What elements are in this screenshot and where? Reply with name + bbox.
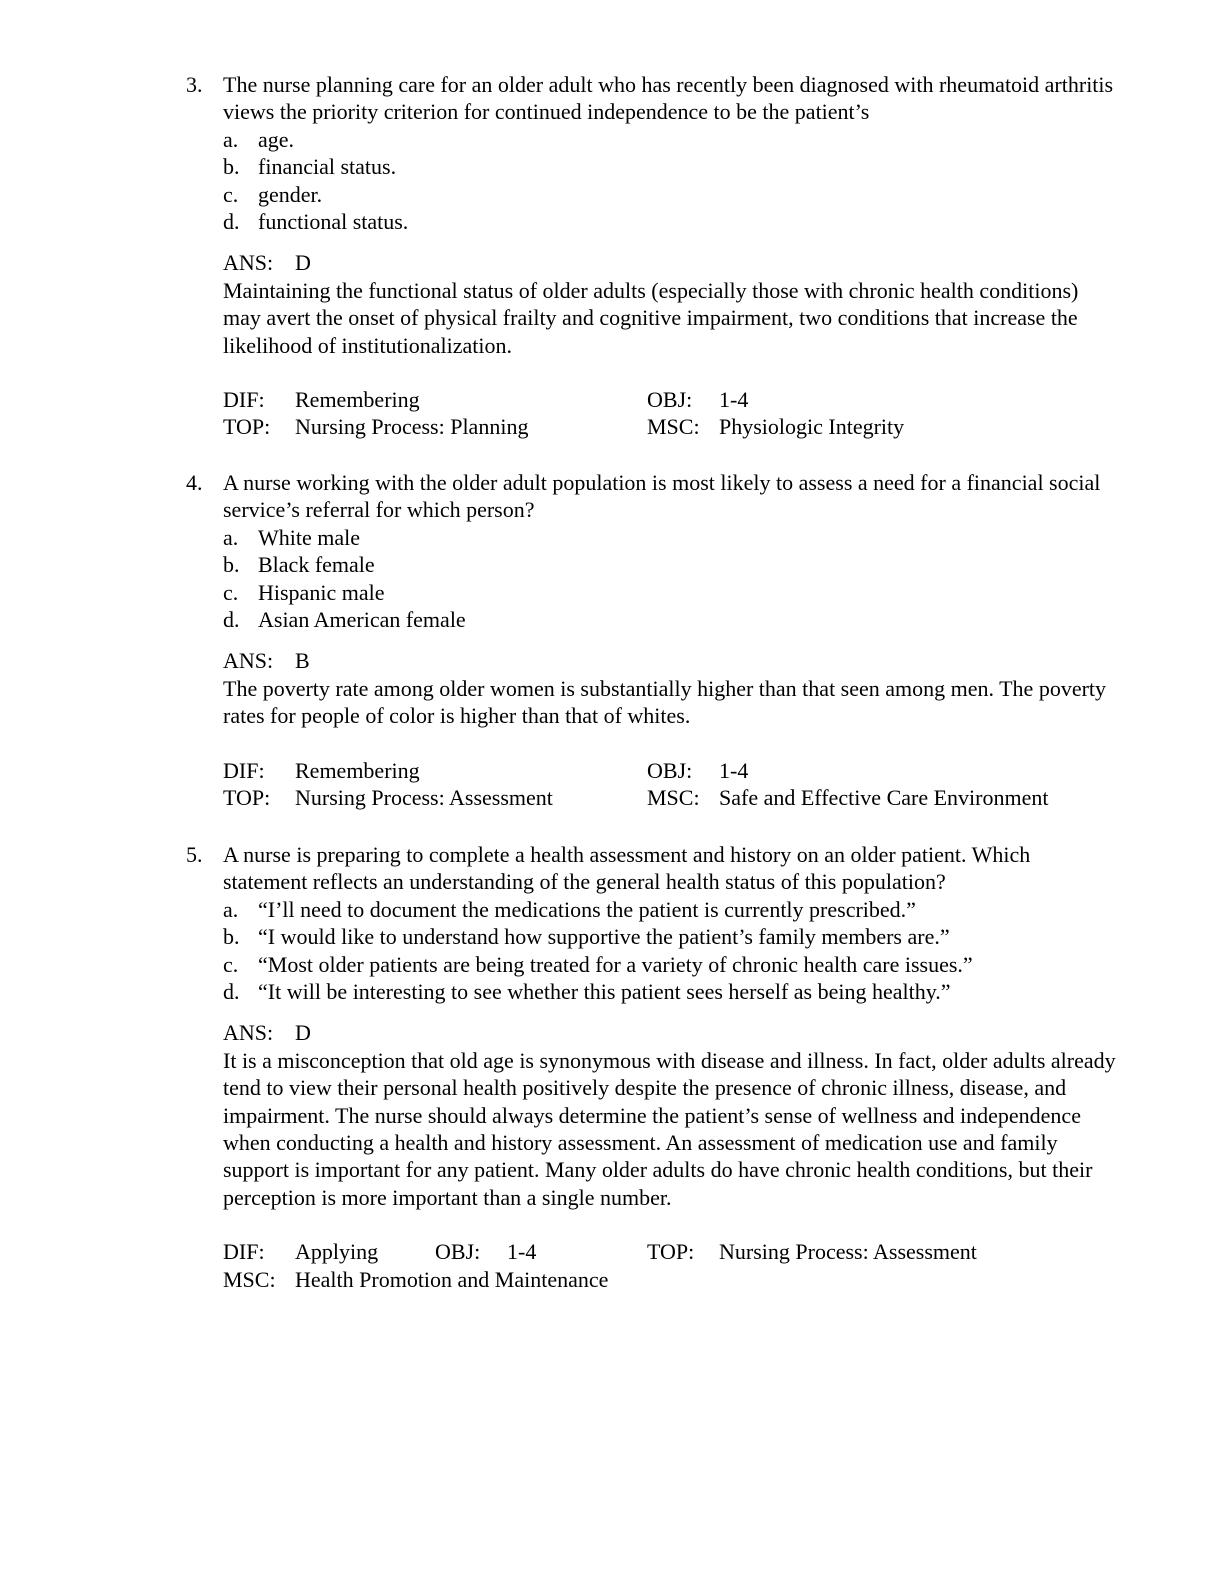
question-metadata [223,1238,1116,1293]
msc-field [647,413,904,440]
answer-choices [223,126,1116,236]
dif-field [223,1238,378,1265]
choice-text: age. [258,126,295,152]
choice-letter: b. [223,924,240,950]
question-number: 4. [186,470,203,495]
obj-value: 1-4 [719,387,749,413]
choice-letter: c. [223,579,239,605]
metadata-row [223,784,1116,811]
answer-line [223,249,1116,276]
dif-value: Applying [295,1239,379,1265]
choice-letter: d. [223,607,240,633]
dif-value: Remembering [295,387,420,413]
question-metadata [223,386,1116,441]
choice-letter: a. [223,126,239,152]
top-value: Nursing Process: Planning [295,414,529,440]
choice-c [223,181,1116,208]
metadata-row [223,1266,1116,1293]
top-value: Nursing Process: Assessment [719,1239,977,1265]
dif-value: Remembering [295,757,420,783]
choice-text: financial status. [258,154,397,180]
msc-label: MSC: [647,414,700,440]
msc-field [647,784,1048,811]
answer-value: D [295,1020,311,1046]
choice-letter: d. [223,209,240,235]
choice-text: “Most older patients are being treated for a variety of chronic health care issues.” [258,951,973,977]
rationale: Maintaining the functional status of older adults (especially those with chronic health conditions) may avert the onset of physical frailty and cognitive impairment, two conditions that increase the likelihood of institutionalization. [223,277,1079,358]
question-body [223,841,1116,1293]
choice-d [223,606,1116,633]
answer-value: D [295,250,311,276]
dif-label: DIF: [223,387,265,413]
question-stem: The nurse planning care for an older adult who has recently been diagnosed with rheumatoid arthritis views the priority criterion for continued independence to be the patient’s [223,72,1114,125]
metadata-row [223,757,1116,784]
answer-choices [223,896,1116,1006]
choice-a [223,126,1116,153]
answer-label: ANS: [223,1020,274,1046]
question-number: 5. [186,842,203,867]
choice-c [223,951,1116,978]
obj-field [647,757,748,784]
dif-label: DIF: [223,1239,265,1265]
choice-text: gender. [258,181,323,207]
metadata-row [223,1238,1116,1265]
question-body [223,469,1116,811]
obj-label: OBJ: [647,757,693,783]
choice-letter: c. [223,951,239,977]
answer-choices [223,524,1116,634]
obj-value: 1-4 [507,1239,537,1265]
choice-letter: a. [223,524,239,550]
msc-value: Health Promotion and Maintenance [295,1266,609,1292]
dif-field [223,386,420,413]
answer-label: ANS: [223,250,274,276]
question-number: 3. [186,72,203,97]
question-metadata [223,757,1116,812]
obj-field [647,386,748,413]
choice-b [223,153,1116,180]
obj-value: 1-4 [719,757,749,783]
rationale: It is a misconception that old age is synonymous with disease and illness. In fact, older adults already tend to view their personal health positively despite the presence of chronic illness, disease, and impairment. The nurse should always determine the patient’s sense of wellness and independence when conducting a health and history assessment. An assessment of medication use and family support is important for any patient. Many older adults do have chronic health conditions, but their perception is more important than a single number. [223,1047,1116,1210]
dif-field [223,757,420,784]
choice-d [223,978,1116,1005]
choice-letter: d. [223,979,240,1005]
answer-value: B [295,648,310,674]
choice-letter: c. [223,181,239,207]
choice-a [223,524,1116,551]
msc-value: Safe and Effective Care Environment [719,785,1049,811]
question-4 [186,469,1116,811]
choice-b [223,551,1116,578]
answer-block [223,249,1116,359]
top-field [223,413,528,440]
choice-letter: b. [223,154,240,180]
metadata-row [223,386,1116,413]
dif-label: DIF: [223,757,265,783]
answer-line [223,647,1116,674]
choice-a [223,896,1116,923]
question-body [223,71,1116,441]
top-label: TOP: [647,1239,695,1265]
choice-text: functional status. [258,209,409,235]
answer-line [223,1019,1116,1046]
top-label: TOP: [223,785,271,811]
metadata-row [223,413,1116,440]
msc-value: Physiologic Integrity [719,414,905,440]
answer-label: ANS: [223,648,274,674]
obj-field [435,1238,536,1265]
choice-b [223,923,1116,950]
choice-letter: a. [223,896,239,922]
rationale: The poverty rate among older women is substantially higher than that seen among men. The poverty rates for people of color is higher than that of whites. [223,675,1107,729]
msc-field [223,1266,608,1293]
question-stem: A nurse is preparing to complete a health assessment and history on an older patient. Which statement reflects an understanding of the general health status of this population? [223,842,1031,895]
msc-label: MSC: [223,1266,276,1292]
choice-text: “I’ll need to document the medications the patient is currently prescribed.” [258,896,916,922]
choice-text: “I would like to understand how supportive the patient’s family members are.” [258,924,950,950]
choice-text: White male [258,524,361,550]
choice-c [223,579,1116,606]
top-field [223,784,553,811]
question-5 [186,841,1116,1293]
answer-block [223,647,1116,729]
msc-label: MSC: [647,785,700,811]
choice-letter: b. [223,552,240,578]
obj-label: OBJ: [435,1239,481,1265]
question-3 [186,71,1116,441]
choice-text: “It will be interesting to see whether this patient sees herself as being healthy.” [258,979,951,1005]
top-label: TOP: [223,414,271,440]
choice-text: Asian American female [258,607,466,633]
choice-text: Hispanic male [258,579,385,605]
top-field [647,1238,977,1265]
choice-d [223,208,1116,235]
obj-label: OBJ: [647,387,693,413]
question-stem: A nurse working with the older adult population is most likely to assess a need for a financial social service’s referral for which person? [223,470,1101,523]
answer-block [223,1019,1116,1211]
choice-text: Black female [258,552,375,578]
top-value: Nursing Process: Assessment [295,785,553,811]
